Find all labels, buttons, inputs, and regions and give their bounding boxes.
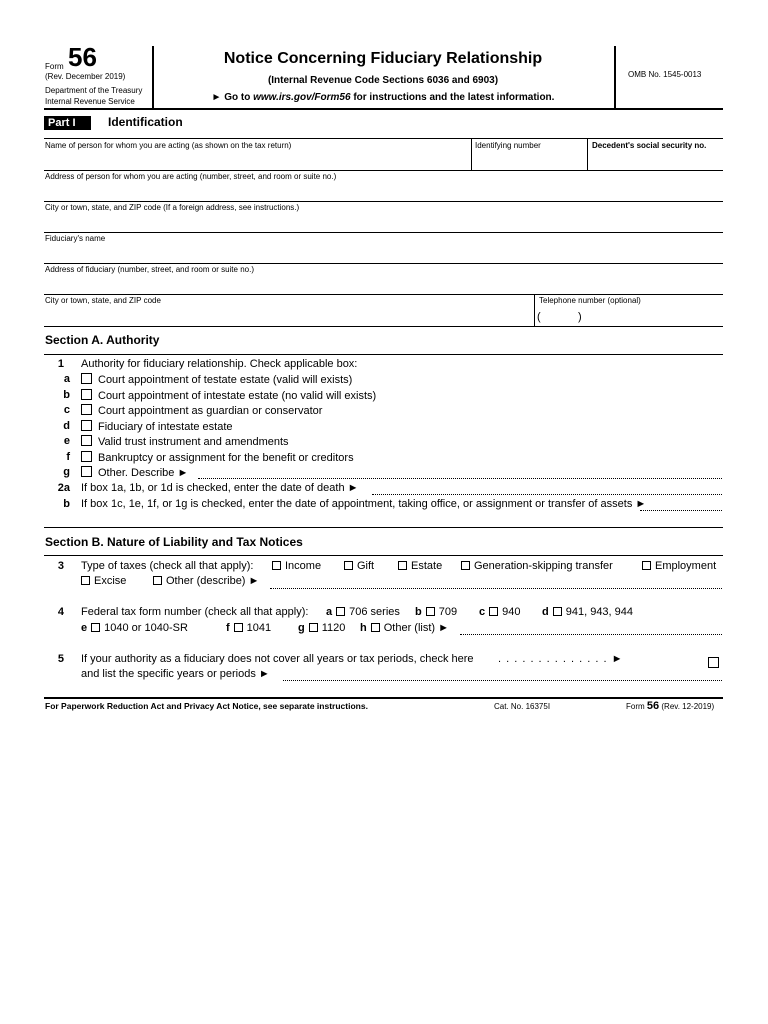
line1-number: 1 (57, 358, 64, 370)
form-706-checkbox[interactable] (336, 607, 345, 616)
form-940-label: 940 (502, 606, 521, 618)
date-of-death-field[interactable] (372, 494, 722, 495)
excise-checkbox[interactable] (81, 576, 90, 585)
fiduciary-city-field[interactable] (44, 307, 533, 325)
paperwork-notice: For Paperwork Reduction Act and Privacy Act Notice, see separate instructions. (45, 701, 368, 711)
authority-item-letter: d (63, 420, 70, 432)
gst-checkbox[interactable] (461, 561, 470, 570)
other-form-list-field[interactable] (460, 634, 722, 635)
identifying-number-field[interactable] (472, 152, 586, 169)
authority-checkbox[interactable] (81, 404, 92, 415)
fiduciary-address-field[interactable] (44, 276, 722, 293)
authority-item-letter: f (66, 451, 70, 463)
authority-item[interactable] (81, 389, 376, 402)
income-label: Income (285, 560, 322, 572)
row6-divider (534, 294, 535, 326)
form-other-label: Other (list) ► (383, 622, 450, 634)
form-other-checkbox[interactable] (371, 623, 380, 632)
tax-type-gift[interactable] (344, 560, 374, 572)
form-709-label: 709 (438, 606, 458, 618)
authority-item[interactable] (81, 404, 322, 417)
form-709-checkbox[interactable] (426, 607, 435, 616)
authority-checkbox[interactable] (81, 389, 92, 400)
date-of-appointment-field[interactable] (640, 510, 722, 511)
form-940-letter: c (479, 606, 486, 618)
form-1120-label: 1120 (321, 622, 346, 634)
authority-item[interactable] (81, 373, 352, 386)
other-describe-field[interactable] (198, 478, 722, 479)
form-940[interactable] (479, 606, 520, 618)
authority-item[interactable] (81, 451, 354, 464)
other-tax-label: Other (describe) ► (166, 575, 260, 587)
row1-rule (44, 170, 723, 171)
form-1041-label: 1041 (246, 622, 272, 634)
form-1040[interactable] (81, 622, 188, 634)
line5-number: 5 (57, 653, 64, 665)
form-other-letter: h (360, 622, 367, 634)
authority-item-label: Court appointment of intestate estate (no valid will exists) (98, 390, 377, 402)
identifying-number-label: Identifying number (475, 141, 541, 150)
employment-label: Employment (655, 560, 717, 572)
line1-text: Authority for fiduciary relationship. Check applicable box: (81, 358, 358, 370)
revision-date: (Rev. December 2019) (45, 72, 126, 81)
authority-checkbox[interactable] (81, 373, 92, 384)
header-bottom-rule (44, 108, 723, 110)
income-checkbox[interactable] (272, 561, 281, 570)
form-941-label: 941, 943, 944 (565, 606, 634, 618)
name-acting-label: Name of person for whom you are acting (as shown on the tax return) (45, 141, 292, 150)
form-other[interactable] (360, 622, 449, 634)
line2a-text: If box 1a, 1b, or 1d is checked, enter the date of death ► (81, 482, 359, 494)
name-acting-field[interactable] (44, 152, 470, 169)
phone-close-paren: ) (578, 311, 582, 323)
other-tax-checkbox[interactable] (153, 576, 162, 585)
form-subtitle: (Internal Revenue Code Sections 6036 and 6903) (267, 75, 499, 86)
footer-form-number: 56 (646, 700, 660, 712)
authority-checkbox[interactable] (81, 451, 92, 462)
authority-item[interactable] (81, 435, 289, 448)
form-1120[interactable] (298, 622, 345, 634)
authority-item-letter: c (63, 404, 70, 416)
employment-checkbox[interactable] (642, 561, 651, 570)
omb-number: OMB No. 1545-0013 (628, 70, 702, 79)
footer-form-id (626, 700, 714, 712)
authority-item-label: Court appointment as guardian or conservator (98, 405, 323, 417)
form-1120-letter: g (298, 622, 305, 634)
authority-checkbox[interactable] (81, 435, 92, 446)
gift-checkbox[interactable] (344, 561, 353, 570)
form-709-letter: b (415, 606, 422, 618)
form-706-letter: a (326, 606, 333, 618)
authority-checkbox[interactable] (81, 420, 92, 431)
gst-label: Generation-skipping transfer (474, 560, 613, 572)
other-tax-describe-field[interactable] (270, 588, 722, 589)
part1-top-rule (44, 138, 723, 139)
footer-form-word: Form (626, 702, 645, 711)
authority-item-label: Valid trust instrument and amendments (98, 436, 289, 448)
authority-item-label: Court appointment of testate estate (valid will exists) (98, 374, 353, 386)
section-a-title: Section A. Authority (45, 333, 160, 347)
part1-tag: Part I (48, 117, 76, 129)
authority-item-label: Fiduciary of intestate estate (98, 421, 233, 433)
form-1041-checkbox[interactable] (234, 623, 243, 632)
fiduciary-address-label: Address of fiduciary (number, street, and room or suite no.) (45, 265, 254, 274)
line3-text: Type of taxes (check all that apply): (81, 560, 254, 572)
city-acting-label: City or town, state, and ZIP code (If a foreign address, see instructions.) (45, 203, 300, 212)
row4-rule (44, 263, 723, 264)
authority-item-letter: e (63, 435, 70, 447)
line5-text2: and list the specific years or periods ► (81, 668, 270, 680)
section-b-rule (44, 555, 723, 556)
line2b-text: If box 1c, 1e, 1f, or 1g is checked, enter the date of appointment, taking office, or assignment or transfer of assets ► (81, 498, 647, 510)
gift-label: Gift (357, 560, 375, 572)
instructions-line (152, 92, 614, 103)
tax-type-gst[interactable] (461, 560, 613, 572)
row3-rule (44, 232, 723, 233)
phone-open-paren: ( (537, 311, 541, 323)
form-title: Notice Concerning Fiduciary Relationship (223, 50, 543, 67)
row2-rule (44, 201, 723, 202)
instructions-prefix: ► Go to (211, 92, 254, 103)
address-acting-field[interactable] (44, 183, 722, 200)
form-1040-label: 1040 or 1040-SR (104, 622, 188, 634)
section-a-bottom-rule (44, 527, 723, 528)
footer-form-rev: (Rev. 12-2019) (661, 702, 715, 711)
estate-checkbox[interactable] (398, 561, 407, 570)
years-periods-field[interactable] (283, 680, 722, 681)
form-number: 56 (68, 42, 97, 72)
tax-type-employment[interactable] (642, 560, 716, 572)
cat-number: Cat. No. 16375I (494, 702, 551, 711)
instructions-suffix: for instructions and the latest information. (350, 92, 555, 103)
form-941[interactable] (542, 606, 633, 618)
part1-title: Identification (108, 115, 183, 129)
form-1041-letter: f (226, 622, 230, 634)
decedent-ssn-label: Decedent's social security no. (592, 141, 707, 150)
form-706[interactable] (326, 606, 400, 618)
authority-checkbox[interactable] (81, 466, 92, 477)
form-706-label: 706 series (349, 606, 400, 618)
authority-item[interactable] (81, 420, 233, 433)
limited-authority-checkbox[interactable] (708, 657, 719, 668)
form-940-checkbox[interactable] (489, 607, 498, 616)
line2a-number: 2a (57, 482, 70, 494)
form-941-checkbox[interactable] (553, 607, 562, 616)
decedent-ssn-field[interactable] (588, 152, 722, 169)
authority-item-letter: b (63, 389, 70, 401)
form-1041[interactable] (226, 622, 271, 634)
row5-rule (44, 294, 723, 295)
instructions-url[interactable]: www.irs.gov/Form56 (253, 92, 351, 103)
form-word: Form (45, 62, 64, 71)
authority-item[interactable] (81, 466, 188, 479)
form-1120-checkbox[interactable] (309, 623, 318, 632)
tax-type-excise[interactable] (81, 575, 126, 587)
telephone-label: Telephone number (optional) (539, 296, 641, 305)
fiduciary-name-field[interactable] (44, 245, 722, 262)
form-709[interactable] (415, 606, 457, 618)
tax-type-estate[interactable] (398, 560, 442, 572)
service: Internal Revenue Service (45, 97, 135, 106)
tax-type-other[interactable] (153, 575, 259, 587)
line3-number: 3 (57, 560, 64, 572)
tax-type-income[interactable] (272, 560, 321, 572)
authority-item-letter: a (63, 373, 70, 385)
telephone-field[interactable] (544, 308, 722, 325)
header-divider-right (614, 46, 616, 108)
line5-leader: . . . . . . . . . . . . . . ► (498, 653, 624, 665)
estate-label: Estate (411, 560, 443, 572)
section-a-rule (44, 354, 723, 355)
department: Department of the Treasury (45, 86, 143, 95)
authority-item-letter: g (63, 466, 70, 478)
footer-rule (44, 697, 723, 699)
fiduciary-city-label: City or town, state, and ZIP code (45, 296, 161, 305)
part1-bottom-rule (44, 326, 723, 327)
section-b-title: Section B. Nature of Liability and Tax Notices (45, 535, 303, 549)
line4-text: Federal tax form number (check all that apply): (81, 606, 309, 618)
line2b-letter: b (63, 498, 70, 510)
city-acting-field[interactable] (44, 214, 722, 231)
fiduciary-name-label: Fiduciary's name (45, 234, 106, 243)
authority-item-label: Bankruptcy or assignment for the benefit or creditors (98, 452, 354, 464)
line5-checkbox[interactable] (708, 654, 719, 672)
excise-label: Excise (94, 575, 127, 587)
form-1040-letter: e (81, 622, 88, 634)
line5-text: If your authority as a fiduciary does not cover all years or tax periods, check here (81, 653, 474, 665)
form-941-letter: d (542, 606, 549, 618)
line4-number: 4 (57, 606, 64, 618)
form-1040-checkbox[interactable] (91, 623, 100, 632)
address-acting-label: Address of person for whom you are acting (number, street, and room or suite no.) (45, 172, 337, 181)
authority-item-label: Other. Describe ► (98, 467, 189, 479)
